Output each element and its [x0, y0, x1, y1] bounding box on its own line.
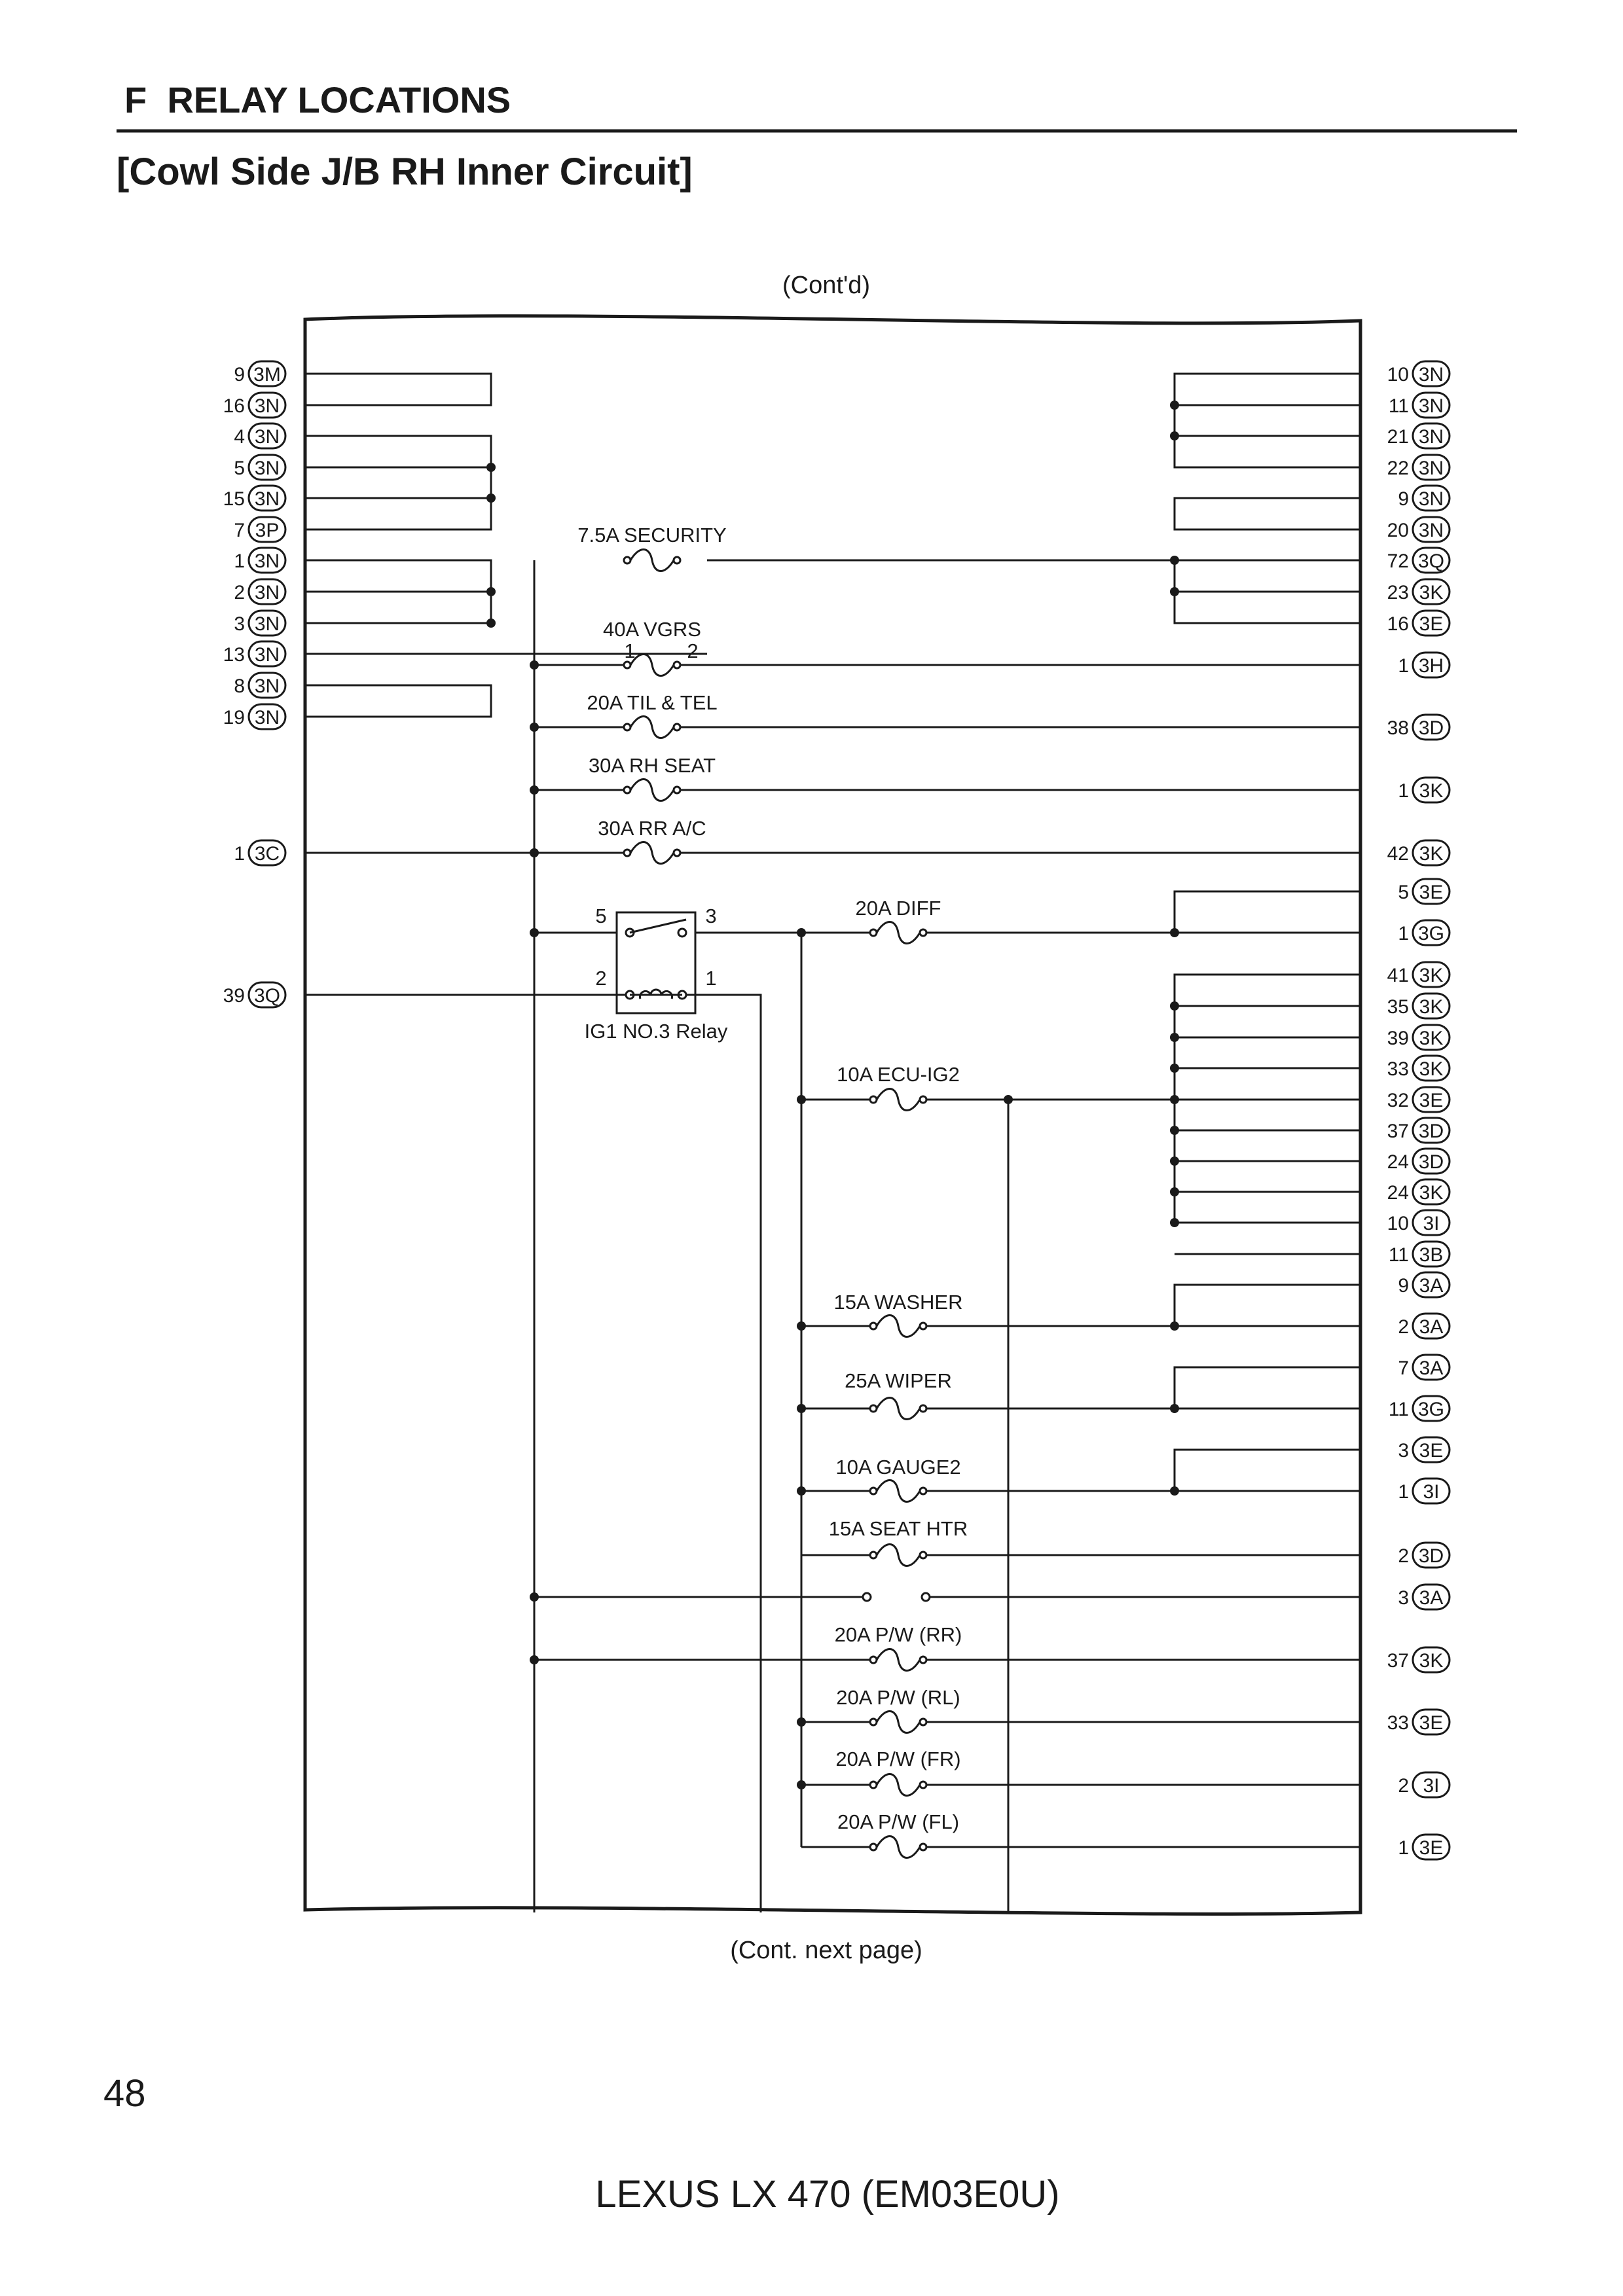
left-connector-10: [234, 673, 285, 698]
connector-pin-number: 32: [1387, 1090, 1409, 1111]
connector-pin-number: 7: [1398, 1357, 1409, 1379]
right-connector-23: [1387, 1210, 1450, 1235]
connector-pin-number: 9: [1398, 488, 1409, 510]
right-connector-24: [1389, 1242, 1450, 1266]
fuse-2: [587, 691, 717, 738]
connector-code: 3K: [1419, 1058, 1444, 1080]
fuse-7: [834, 1291, 963, 1337]
fuse-label: 40A VGRS: [603, 618, 701, 641]
junction-dot: [1170, 556, 1179, 565]
connector-pin-number: 11: [1388, 1244, 1409, 1266]
left-connector-4: [223, 486, 285, 511]
left-connector-12: [234, 840, 285, 865]
connector-pin-number: 10: [1387, 364, 1409, 386]
connector-code: 3N: [254, 675, 280, 697]
connector-code: 3N: [1418, 395, 1444, 417]
connector-pin-number: 39: [223, 985, 245, 1007]
fuse-label: 20A P/W (RL): [836, 1686, 960, 1709]
fuse-1: [603, 618, 701, 676]
right-connector-30: [1398, 1479, 1450, 1503]
left-connector-9: [223, 641, 285, 666]
connector-code: 3I: [1423, 1213, 1440, 1234]
junction-dot: [486, 463, 496, 472]
connector-pin-number: 20: [1387, 520, 1409, 541]
connector-pin-number: 1: [1398, 780, 1409, 802]
connector-pin-number: 21: [1387, 426, 1409, 448]
connector-pin-number: 35: [1387, 996, 1409, 1018]
connector-code: 3N: [1418, 488, 1444, 510]
junction-dot: [530, 660, 539, 670]
left-connector-2: [234, 423, 285, 448]
connector-pin-number: 3: [1398, 1587, 1409, 1609]
page-number: 48: [103, 2072, 146, 2115]
fuse-list: [577, 524, 968, 1858]
junction-dot: [1170, 587, 1179, 596]
right-connector-11: [1398, 778, 1450, 802]
right-connector-18: [1387, 1056, 1450, 1081]
connector-code: 3K: [1419, 965, 1444, 986]
right-connector-33: [1387, 1647, 1450, 1672]
fuse-3: [589, 754, 716, 801]
junction-dot: [530, 785, 539, 795]
connector-code: 3G: [1417, 1399, 1445, 1420]
fuse-12: [836, 1686, 960, 1733]
model-footer: LEXUS LX 470 (EM03E0U): [595, 2173, 1060, 2215]
connector-pin-number: 10: [1387, 1213, 1409, 1234]
relay-pin-2: 2: [595, 967, 607, 990]
connector-pin-number: 2: [1398, 1316, 1409, 1338]
right-connector-16: [1387, 994, 1450, 1018]
junction-dot: [797, 1095, 806, 1104]
junction-dot: [530, 848, 539, 857]
right-connector-27: [1398, 1355, 1450, 1380]
connector-code: 3G: [1417, 923, 1445, 944]
fuse-4: [598, 817, 706, 864]
junction-dot: [797, 1321, 806, 1331]
fuse-label: 15A WASHER: [833, 1291, 963, 1314]
right-connector-28: [1389, 1396, 1450, 1421]
right-connector-21: [1387, 1149, 1450, 1174]
right-connector-8: [1387, 611, 1450, 636]
junction-dot: [797, 1404, 806, 1413]
fuse-label: 10A GAUGE2: [835, 1456, 961, 1479]
connector-code: 3M: [253, 364, 281, 386]
connector-pin-number: 7: [234, 520, 245, 541]
fuse-0: [577, 524, 726, 571]
contd-note: (Cont'd): [782, 272, 870, 299]
fuse-label: 30A RR A/C: [598, 817, 706, 840]
connector-code: 3N: [1418, 520, 1444, 541]
connector-code: 3N: [254, 613, 280, 635]
fuse-label: 20A P/W (FR): [835, 1748, 961, 1770]
connector-code: 3N: [254, 550, 280, 572]
connector-pin-number: 5: [234, 457, 245, 479]
fuse-label: 10A ECU-IG2: [837, 1063, 960, 1086]
connector-code: 3Q: [253, 985, 281, 1007]
junction-dot: [1170, 1218, 1179, 1227]
ig1-no3-relay: [585, 905, 728, 1043]
fuse-5: [856, 897, 941, 944]
connector-pin-number: 41: [1387, 965, 1409, 986]
right-connector-1: [1389, 393, 1450, 418]
connector-code: 3A: [1419, 1316, 1444, 1338]
junction-dot: [1170, 1126, 1179, 1135]
connector-pin-number: 19: [223, 707, 245, 728]
cont-next-page-note: (Cont. next page): [730, 1937, 922, 1964]
connector-pin-number: 42: [1387, 843, 1409, 865]
connector-pin-number: 11: [1388, 395, 1409, 417]
right-connector-25: [1398, 1272, 1450, 1297]
connector-code: 3E: [1419, 613, 1444, 635]
junction-dot: [1170, 1486, 1179, 1496]
section-title: F RELAY LOCATIONS: [124, 79, 511, 120]
connector-code: 3N: [254, 426, 280, 448]
fuse-8: [845, 1369, 952, 1420]
connector-pin-number: 15: [223, 488, 245, 510]
junction-block-outline: [305, 316, 1360, 1914]
left-connector-1: [223, 393, 285, 418]
left-connector-6: [234, 548, 285, 573]
connector-code: 3N: [1418, 364, 1444, 386]
connector-code: 3K: [1419, 780, 1444, 802]
connector-pin-number: 8: [234, 675, 245, 697]
right-connector-2: [1387, 423, 1450, 448]
right-connector-5: [1387, 517, 1450, 542]
connector-pin-number: 3: [234, 613, 245, 635]
right-connector-4: [1398, 486, 1450, 511]
connector-code: 3N: [1418, 426, 1444, 448]
right-connector-26: [1398, 1314, 1450, 1338]
fuse-label: 15A SEAT HTR: [828, 1517, 968, 1540]
fuse-label: 20A P/W (RR): [834, 1623, 962, 1646]
connector-pin-number: 1: [234, 843, 245, 865]
connector-code: 3P: [255, 520, 280, 541]
junction-dot: [1170, 401, 1179, 410]
left-connector-7: [234, 579, 285, 604]
junction-dot: [797, 928, 806, 937]
connector-pin-number: 72: [1387, 550, 1409, 572]
junction-dot: [486, 587, 496, 596]
fuse-pin-a: 1: [624, 639, 636, 662]
fuse-6: [837, 1063, 960, 1111]
connector-pin-number: 23: [1387, 582, 1409, 603]
fuse-label: 20A P/W (FL): [837, 1810, 960, 1833]
fuse-label: 30A RH SEAT: [588, 754, 716, 777]
connector-pin-number: 1: [1398, 1481, 1409, 1503]
connector-pin-number: 5: [1398, 882, 1409, 903]
right-connector-6: [1387, 548, 1450, 573]
wiring: [305, 374, 1360, 1912]
connector-pin-number: 1: [1398, 655, 1409, 677]
junction-dot: [1170, 1095, 1179, 1104]
junction-dot: [1004, 1095, 1013, 1104]
connector-code: 3E: [1419, 1090, 1444, 1111]
fuse-label: 7.5A SECURITY: [577, 524, 727, 547]
connector-code: 3A: [1419, 1357, 1444, 1379]
right-connector-19: [1387, 1087, 1450, 1112]
left-connector-13: [223, 982, 285, 1007]
connector-code: 3A: [1419, 1587, 1444, 1609]
connector-code: 3K: [1419, 996, 1444, 1018]
connector-pin-number: 24: [1387, 1182, 1409, 1204]
connector-code: 3C: [254, 843, 280, 865]
connector-pin-number: 33: [1387, 1712, 1409, 1734]
fuse-9: [835, 1456, 960, 1502]
junction-dot: [1170, 1404, 1179, 1413]
connector-pin-number: 37: [1387, 1121, 1409, 1142]
connector-code: 3K: [1419, 1650, 1444, 1672]
junction-dot: [1170, 1157, 1179, 1166]
relay-pin-5: 5: [595, 905, 607, 927]
junction-dot: [530, 928, 539, 937]
connector-pin-number: 24: [1387, 1151, 1409, 1173]
junction-dot: [1170, 928, 1179, 937]
connector-pin-number: 1: [1398, 923, 1409, 944]
connector-code: 3H: [1418, 655, 1444, 677]
relay-pin-1: 1: [705, 967, 717, 990]
right-connector-31: [1398, 1543, 1450, 1568]
connector-code: 3D: [1418, 1545, 1444, 1567]
right-connector-22: [1387, 1179, 1450, 1204]
connector-code: 3E: [1419, 1837, 1444, 1859]
connector-code: 3D: [1418, 717, 1444, 739]
junction-dot: [797, 1486, 806, 1496]
junction-dot: [1170, 1033, 1179, 1042]
left-connector-8: [234, 611, 285, 636]
right-connector-15: [1387, 962, 1450, 987]
connector-pin-number: 1: [234, 550, 245, 572]
connector-pin-number: 9: [234, 364, 245, 386]
right-connector-7: [1387, 579, 1450, 604]
connector-code: 3K: [1419, 843, 1444, 865]
right-connector-14: [1398, 920, 1450, 945]
junction-dot: [530, 723, 539, 732]
connector-pin-number: 39: [1387, 1028, 1409, 1049]
connector-pin-number: 16: [223, 395, 245, 417]
junction-dot: [1170, 1064, 1179, 1073]
fuse-label: 25A WIPER: [845, 1369, 952, 1392]
open-contact: [863, 1593, 930, 1601]
connector-code: 3E: [1419, 1440, 1444, 1462]
fuse-label: 20A TIL & TEL: [587, 691, 718, 714]
junction-dot: [530, 1655, 539, 1664]
junction-dot: [486, 493, 496, 503]
junction-dot: [486, 619, 496, 628]
right-connector-20: [1387, 1118, 1450, 1143]
connector-pin-number: 33: [1387, 1058, 1409, 1080]
connector-code: 3N: [254, 707, 280, 728]
connector-pin-number: 11: [1388, 1399, 1409, 1420]
connector-code: 3K: [1419, 582, 1444, 603]
fuse-13: [835, 1748, 960, 1796]
junction-dot: [1170, 1001, 1179, 1011]
junction-dot: [1170, 431, 1179, 440]
connector-code: 3E: [1419, 1712, 1444, 1734]
right-connector-9: [1398, 653, 1450, 677]
fuse-10: [829, 1517, 968, 1566]
left-connector-0: [234, 361, 285, 386]
connector-pin-number: 2: [1398, 1545, 1409, 1567]
right-connector-3: [1387, 455, 1450, 480]
right-connector-13: [1398, 879, 1450, 904]
connector-code: 3K: [1419, 1182, 1444, 1204]
right-connector-list: [1387, 361, 1450, 1859]
connector-code: 3N: [254, 457, 280, 479]
right-connector-10: [1387, 715, 1450, 740]
connector-code: 3N: [254, 395, 280, 417]
left-connector-3: [234, 455, 285, 480]
connector-pin-number: 13: [223, 644, 245, 666]
right-connector-17: [1387, 1025, 1450, 1050]
connector-code: 3N: [254, 644, 280, 666]
connector-code: 3K: [1419, 1028, 1444, 1049]
relay-label: IG1 NO.3 Relay: [584, 1020, 728, 1043]
junction-dot: [797, 1780, 806, 1789]
right-connector-35: [1398, 1772, 1450, 1797]
junction-dot: [797, 1717, 806, 1727]
connector-pin-number: 4: [234, 426, 245, 448]
connector-pin-number: 9: [1398, 1275, 1409, 1297]
right-connector-34: [1387, 1710, 1450, 1734]
relay-pin-3: 3: [705, 905, 717, 927]
right-connector-12: [1387, 840, 1450, 865]
connector-code: 3I: [1423, 1775, 1440, 1797]
connector-code: 3A: [1419, 1275, 1444, 1297]
fuse-14: [837, 1810, 959, 1858]
connector-code: 3E: [1419, 882, 1444, 903]
fuse-11: [835, 1623, 962, 1671]
junction-dot: [530, 1592, 539, 1602]
connector-code: 3N: [1418, 457, 1444, 479]
connector-pin-number: 38: [1387, 717, 1409, 739]
left-connector-11: [223, 704, 285, 729]
junction-dots: [486, 401, 1179, 1789]
connector-pin-number: 16: [1387, 613, 1409, 635]
diagram-subtitle: [Cowl Side J/B RH Inner Circuit]: [117, 151, 693, 193]
connector-pin-number: 1: [1398, 1837, 1409, 1859]
connector-pin-number: 37: [1387, 1650, 1409, 1672]
right-connector-0: [1387, 361, 1450, 386]
left-connector-list: [223, 361, 285, 1007]
fuse-pin-b: 2: [687, 639, 699, 662]
right-connector-29: [1398, 1437, 1450, 1462]
left-connector-5: [234, 517, 285, 542]
connector-code: 3Q: [1417, 550, 1445, 572]
right-connector-36: [1398, 1835, 1450, 1859]
connector-code: 3N: [254, 582, 280, 603]
junction-dot: [1170, 1321, 1179, 1331]
connector-code: 3D: [1418, 1121, 1444, 1142]
connector-code: 3D: [1418, 1151, 1444, 1173]
connector-code: 3I: [1423, 1481, 1440, 1503]
connector-pin-number: 22: [1387, 457, 1409, 479]
fuse-label: 20A DIFF: [855, 897, 941, 920]
connector-pin-number: 2: [1398, 1775, 1409, 1797]
junction-dot: [1170, 1187, 1179, 1196]
right-connector-32: [1398, 1585, 1450, 1609]
connector-code: 3N: [254, 488, 280, 510]
connector-pin-number: 2: [234, 582, 245, 603]
connector-code: 3B: [1419, 1244, 1444, 1266]
connector-pin-number: 3: [1398, 1440, 1409, 1462]
